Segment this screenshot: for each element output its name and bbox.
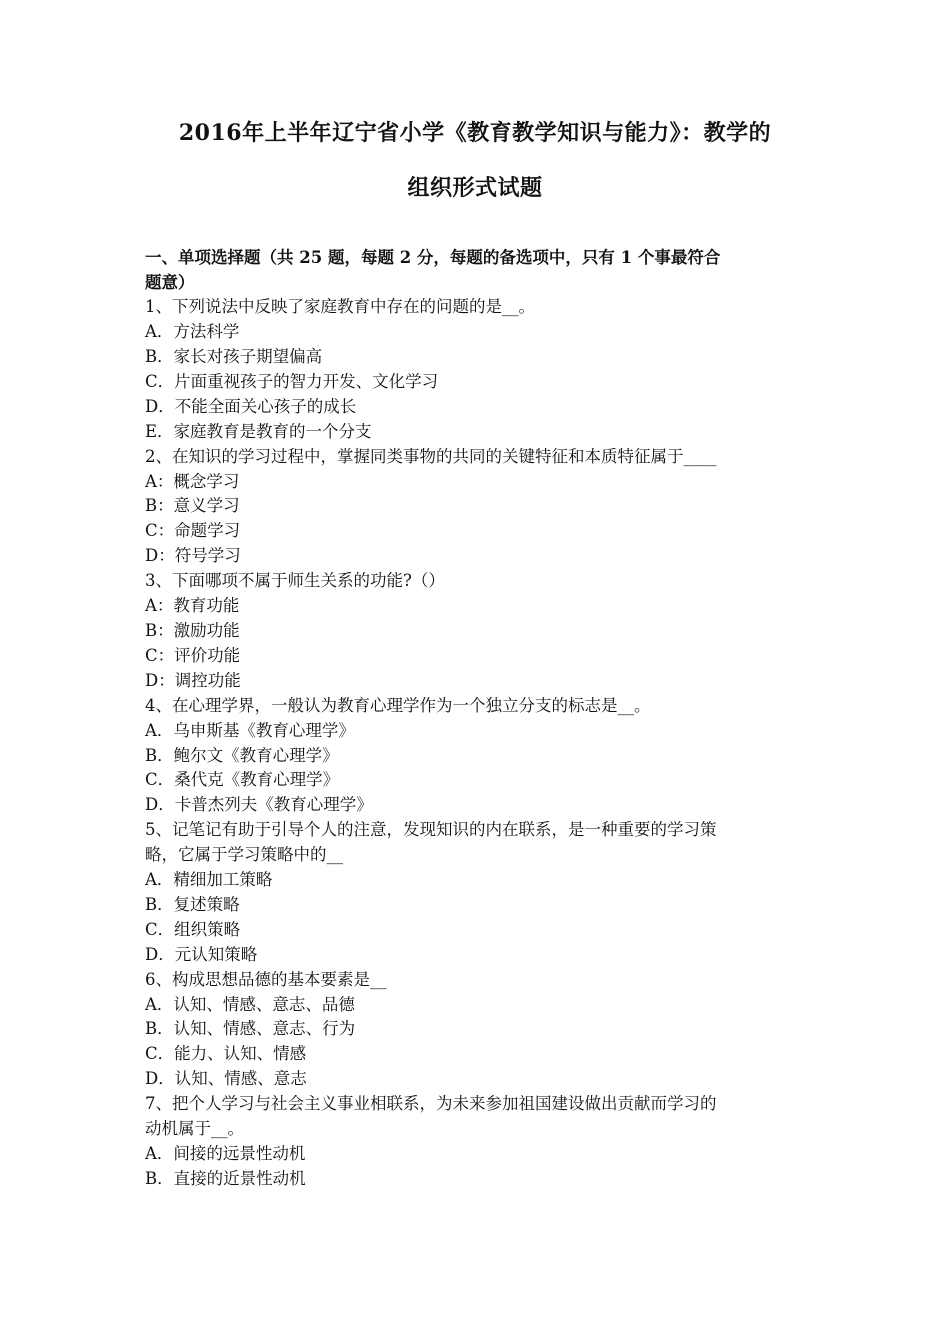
answer-option: A．精细加工策略 xyxy=(145,870,273,890)
answer-option: C：命题学习 xyxy=(145,521,241,541)
answer-option: D：调控功能 xyxy=(145,670,241,690)
section-heading-line-1: 一、单项选择题（共 25 题，每题 2 分，每题的备选项中，只有 1 个事最符合 xyxy=(145,248,721,267)
document-title-line-1: 2016年上半年辽宁省小学《教育教学知识与能力》：教学的 xyxy=(178,120,772,146)
question-list xyxy=(145,295,810,1192)
answer-option: B．认知、情感、意志、行为 xyxy=(145,1019,356,1039)
section-heading-line-2: 题意） xyxy=(145,272,195,292)
answer-option: E．家庭教育是教育的一个分支 xyxy=(145,421,372,441)
answer-option: C．桑代克《教育心理学》 xyxy=(145,770,340,790)
question-block xyxy=(145,295,810,444)
answer-option: A．乌申斯基《教育心理学》 xyxy=(145,720,355,740)
answer-option: A．认知、情感、意志、品德 xyxy=(145,994,355,1014)
question-block xyxy=(145,1092,810,1192)
question-stem: 3、下面哪项不属于师生关系的功能?（） xyxy=(145,571,445,591)
answer-option: A．方法科学 xyxy=(145,322,240,342)
answer-option: B．复述策略 xyxy=(145,894,240,914)
question-stem: 7、把个人学习与社会主义事业相联系，为未来参加祖国建设做出贡献而学习的 xyxy=(145,1094,717,1114)
answer-option: D．不能全面关心孩子的成长 xyxy=(145,396,357,416)
answer-option: A．间接的远景性动机 xyxy=(145,1144,306,1163)
answer-option: D．认知、情感、意志 xyxy=(145,1069,307,1089)
answer-option: C．片面重视孩子的智力开发、文化学习 xyxy=(145,371,439,391)
answer-option: B：激励功能 xyxy=(145,620,240,640)
question-stem: 5、记笔记有助于引导个人的注意，发现知识的内在联系，是一种重要的学习策 xyxy=(145,820,717,840)
question-block xyxy=(145,569,810,694)
document-body xyxy=(145,246,810,1192)
answer-option: B．家长对孩子期望偏高 xyxy=(145,347,323,366)
document-title-line-2: 组织形式试题 xyxy=(407,175,543,201)
answer-option: B．直接的近景性动机 xyxy=(145,1168,306,1188)
answer-option: B．鲍尔文《教育心理学》 xyxy=(145,745,339,765)
answer-option: D．卡普杰列夫《教育心理学》 xyxy=(145,795,373,815)
answer-option: B：意义学习 xyxy=(145,496,240,516)
question-block xyxy=(145,694,810,819)
answer-option: A：概念学习 xyxy=(145,471,240,491)
answer-option: C．能力、认知、情感 xyxy=(145,1044,307,1064)
question-block xyxy=(145,968,810,1093)
question-block xyxy=(145,818,810,967)
question-stem: 2、在知识的学习过程中，掌握同类事物的共同的关键特征和本质特征属于____ xyxy=(145,446,717,466)
question-stem: 1、下列说法中反映了家庭教育中存在的问题的是__。 xyxy=(145,297,535,317)
answer-option: C．组织策略 xyxy=(145,919,241,939)
answer-option: D：符号学习 xyxy=(145,546,241,566)
answer-option: C：评价功能 xyxy=(145,645,241,665)
answer-option: D．元认知策略 xyxy=(145,944,258,964)
question-block xyxy=(145,445,810,570)
question-stem: 4、在心理学界，一般认为教育心理学作为一个独立分支的标志是__。 xyxy=(145,695,651,715)
answer-option: A：教育功能 xyxy=(145,596,240,616)
question-stem: 略，它属于学习策略中的__ xyxy=(145,845,343,865)
question-stem: 6、构成思想品德的基本要素是__ xyxy=(145,969,387,989)
question-stem: 动机属于__。 xyxy=(145,1119,244,1139)
